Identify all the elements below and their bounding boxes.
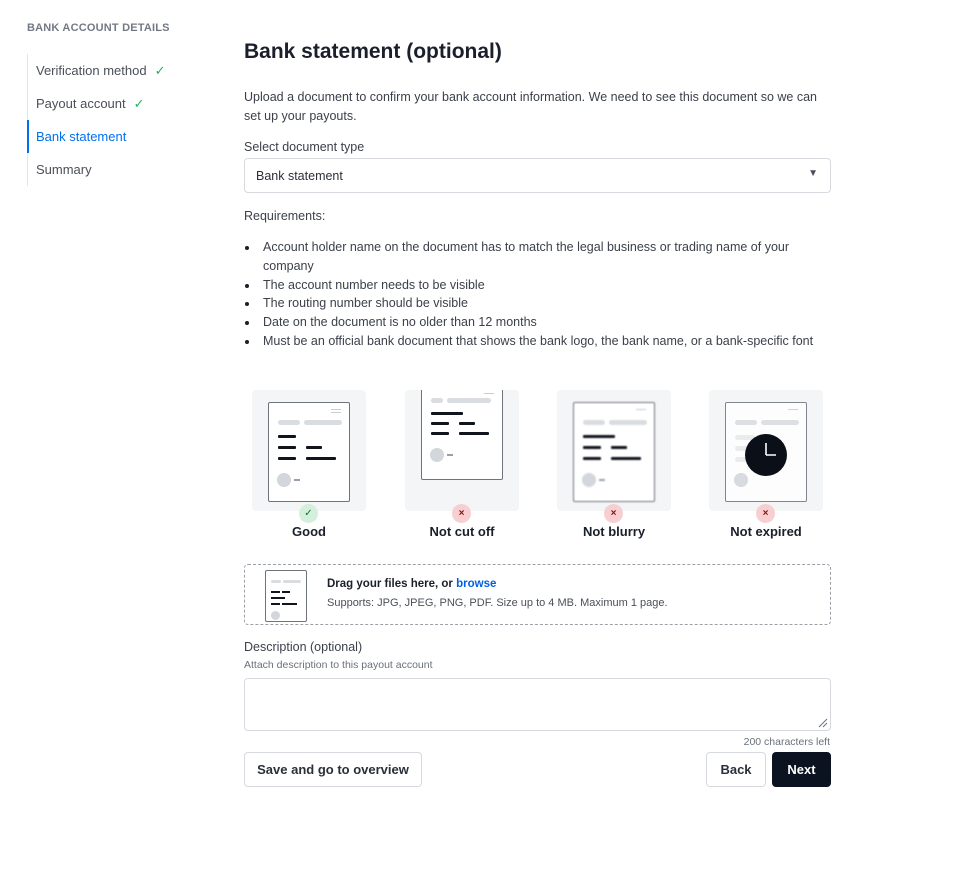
example-good: [252, 390, 366, 539]
back-button[interactable]: Back: [706, 752, 766, 787]
step-label: Payout account: [36, 96, 126, 111]
document-illustration: [709, 390, 823, 511]
document-icon: [573, 402, 655, 502]
step-label: Summary: [36, 162, 92, 177]
next-button[interactable]: Next: [772, 752, 831, 787]
document-illustration: [252, 390, 366, 511]
x-icon: ×: [452, 504, 471, 523]
check-icon: ✓: [299, 504, 318, 523]
example-label: Not expired: [730, 524, 802, 539]
check-icon: ✓: [133, 95, 145, 111]
document-icon: [268, 402, 350, 502]
dropzone-prompt: [327, 578, 496, 590]
bank-statement-form: [244, 40, 831, 351]
step-label: Bank statement: [36, 129, 127, 144]
description-textarea[interactable]: [244, 678, 831, 731]
requirement-item: Account holder name on the document has to match the legal business or trading name of your company: [244, 238, 831, 276]
sidebar-steps: [27, 22, 217, 186]
x-icon: ×: [604, 504, 623, 523]
x-icon: ×: [756, 504, 775, 523]
description-label: Description (optional): [244, 640, 363, 654]
requirement-item: The routing number should be visible: [244, 294, 831, 313]
document-type-value: Bank statement: [256, 168, 343, 183]
example-not-expired: [709, 390, 823, 539]
step-payout-account[interactable]: [28, 87, 217, 120]
step-verification-method[interactable]: [28, 54, 217, 87]
requirement-item: The account number needs to be visible: [244, 276, 831, 295]
example-label: Not blurry: [582, 524, 646, 539]
requirement-item: Must be an official bank document that shows the bank logo, the bank name, or a bank-specific font: [244, 332, 831, 351]
step-label: Verification method: [36, 63, 147, 78]
document-type-select[interactable]: [244, 158, 831, 193]
example-label: Good: [292, 524, 326, 539]
resize-grip-icon[interactable]: [818, 718, 828, 728]
supported-formats-text: Supports: JPG, JPEG, PNG, PDF. Size up to 4 MB. Maximum 1 page.: [327, 597, 668, 609]
example-not-blurry: [557, 390, 671, 539]
document-icon: [421, 390, 503, 480]
characters-left-counter: 200 characters left: [743, 736, 830, 748]
page-title: Bank statement (optional): [244, 40, 502, 63]
browse-link[interactable]: browse: [456, 578, 497, 590]
step-list: [27, 54, 217, 186]
requirements-list: [244, 238, 831, 351]
requirement-item: Date on the document is no older than 12 months: [244, 313, 831, 332]
clock-icon: [744, 433, 788, 477]
document-examples: [252, 390, 832, 550]
check-icon: ✓: [154, 62, 166, 78]
requirements-label: Requirements:: [244, 209, 326, 223]
caret-down-icon: ▼: [808, 168, 818, 179]
description-hint: Attach description to this payout account: [244, 659, 433, 671]
file-dropzone[interactable]: [244, 564, 831, 625]
save-and-go-to-overview-button[interactable]: Save and go to overview: [244, 752, 422, 787]
intro-text: Upload a document to confirm your bank account information. We need to see this document so we can set up your payouts.: [244, 90, 818, 123]
example-not-cut-off: [405, 390, 519, 539]
document-icon: [265, 570, 307, 622]
step-summary[interactable]: [28, 153, 217, 186]
drag-files-text: Drag your files here, or: [327, 578, 453, 590]
sidebar-title: BANK ACCOUNT DETAILS: [27, 22, 170, 34]
document-illustration: [557, 390, 671, 511]
step-bank-statement[interactable]: [27, 120, 217, 153]
example-label: Not cut off: [429, 524, 495, 539]
document-illustration: [405, 390, 519, 511]
select-document-type-label: Select document type: [244, 140, 365, 154]
